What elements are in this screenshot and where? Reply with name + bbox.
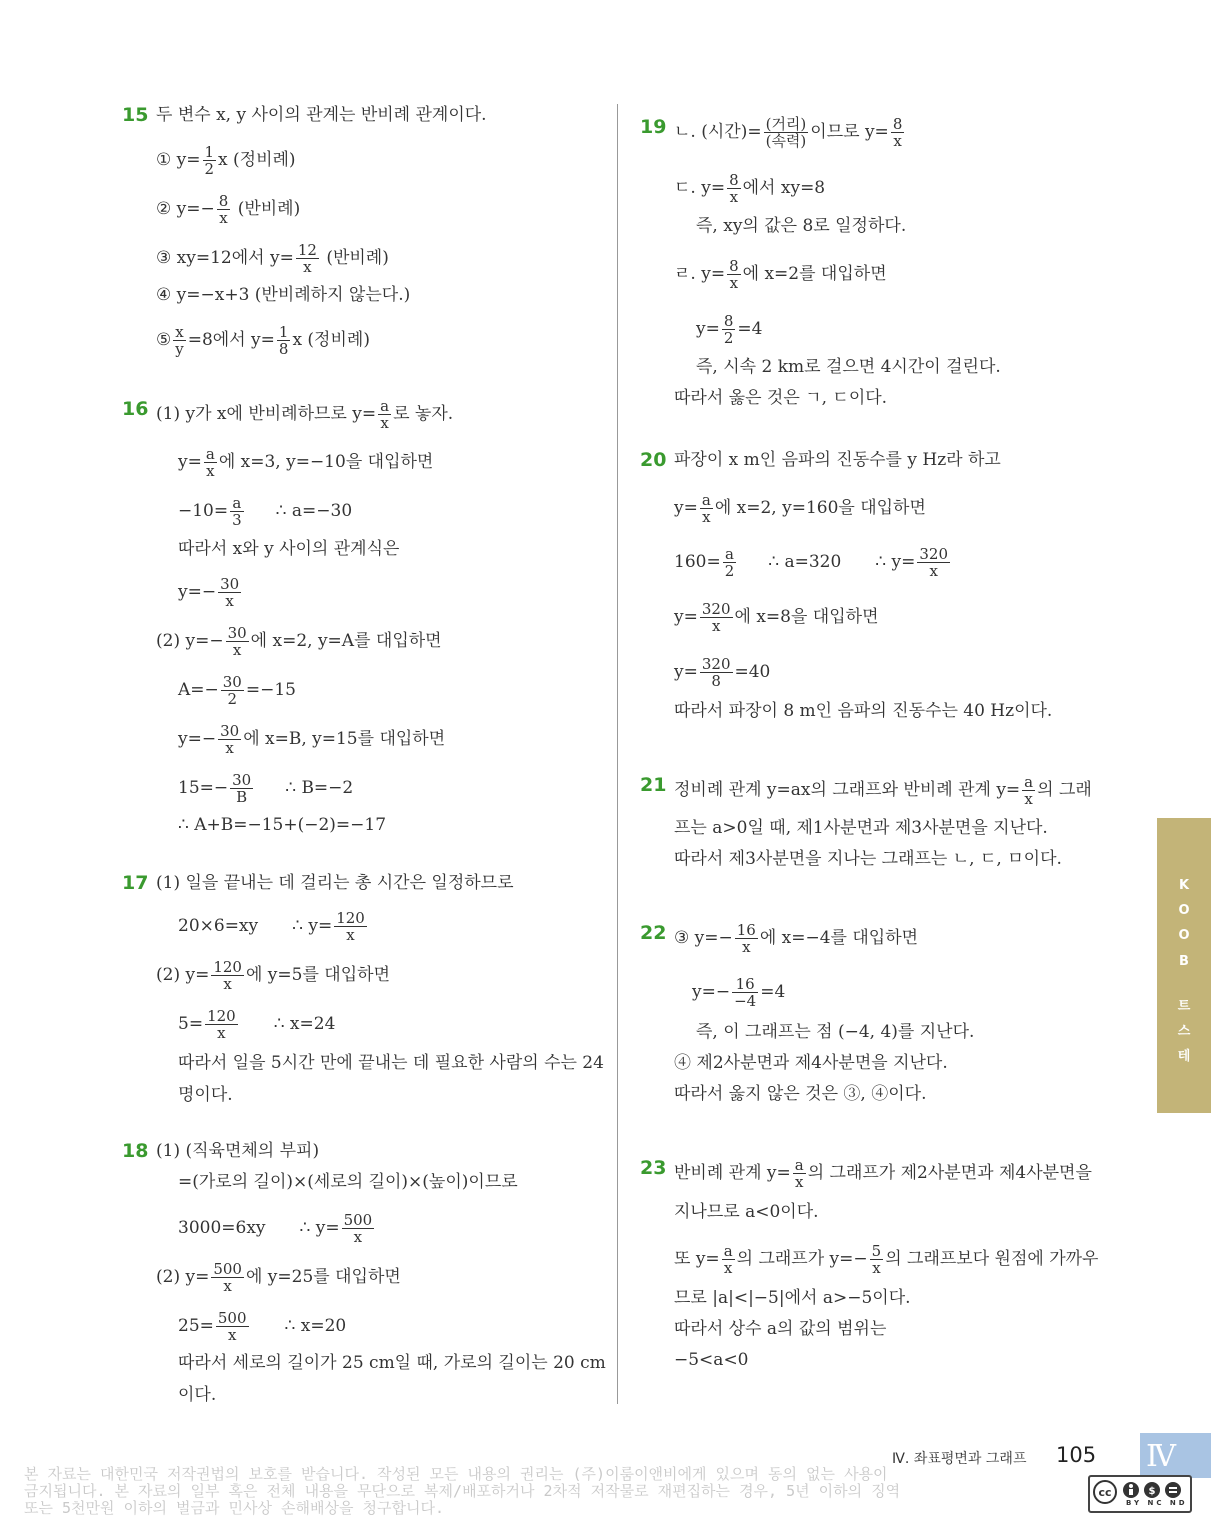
answer-line: (2) y= $\frac{500}{x}$ 에 y=25를 대입하면	[156, 1260, 401, 1295]
problem-number: 20	[640, 449, 667, 471]
answer-line: ⑤ $\frac{x}{y}$ =8에서 y= $\frac{1}{8}$ x (정비례)	[156, 323, 370, 358]
answer-line: y= $\frac{320}{8}$ =40	[674, 655, 771, 690]
answer-line: y= $\frac{a}{x}$ 에 x=2, y=160을 대입하면	[674, 491, 926, 526]
answer-line: y=− $\frac{30}{x}$ 에 x=B, y=15를 대입하면	[178, 722, 446, 757]
answer-line: −10= $\frac{a}{3}$ ∴ a=−30	[178, 494, 353, 529]
answer-line: A=− $\frac{30}{2}$ =−15	[178, 673, 296, 708]
answer-line: 따라서 파장이 8 m인 음파의 진동수는 40 Hz이다.	[674, 701, 1053, 721]
answer-line: ∴ A+B=−15+(−2)=−17	[178, 815, 387, 835]
answer-line: 15=− $\frac{30}{B}$ ∴ B=−2	[178, 771, 354, 806]
answer-line: ㄷ. y= $\frac{8}{x}$ 에서 xy=8	[674, 171, 826, 206]
problem-number: 17	[122, 872, 149, 894]
cc-license-badge	[1088, 1475, 1192, 1513]
answer-line: y=− $\frac{16}{-4}$ =4	[692, 975, 786, 1010]
side-tab-letter: 스	[1177, 1024, 1191, 1039]
copyright-notice: 본 자료는 대한민국 저작권법의 보호를 받습니다. 작성된 모든 내용의 권리는 (주)이룸이앤비에게 있으며 동의 없는 사용이 금지됩니다. 본 자료의 일부 혹은 전체 내용을 무단으로 복제/배포하거나 2차적 저작물로 재편집하는 경우, 5년 이하의 징역 또는 5천만원 이하의 벌금과 민사상 손해배상을 청구합니다.	[24, 1465, 901, 1517]
svg-text:cc: cc	[1098, 1486, 1112, 1499]
answer-line: ② y=− $\frac{8}{x}$ (반비례)	[156, 192, 301, 227]
answer-line: 5= $\frac{120}{x}$ ∴ x=24	[178, 1007, 336, 1042]
answer-line: ① y= $\frac{1}{2}$ x (정비례)	[156, 143, 296, 178]
column-divider	[617, 104, 618, 1404]
answer-line: 따라서 옳은 것은 ㄱ, ㄷ이다.	[674, 388, 888, 408]
answer-line: −5<a<0	[674, 1350, 749, 1370]
answer-line: 즉, 이 그래프는 점 (−4, 4)를 지난다.	[696, 1022, 975, 1042]
answer-line: 반비례 관계 y= $\frac{a}{x}$ 의 그래프가 제2사분면과 제4사분면을	[674, 1156, 1092, 1191]
answer-line: 따라서 옳지 않은 것은 ③, ④이다.	[674, 1084, 927, 1104]
side-tab-letter: 트	[1177, 999, 1191, 1014]
answer-line: (1) 일을 끝내는 데 걸리는 총 시간은 일정하므로	[156, 873, 514, 893]
chapter-tab	[1140, 1433, 1211, 1478]
answer-line: ㄹ. y= $\frac{8}{x}$ 에 x=2를 대입하면	[674, 257, 887, 292]
answer-line: 따라서 일을 5시간 만에 끝내는 데 필요한 사람의 수는 24	[178, 1053, 604, 1073]
side-tab-letter: 테	[1177, 1049, 1191, 1064]
answer-line: 즉, 시속 2 km로 걸으면 4시간이 걸린다.	[696, 357, 1001, 377]
problem-number: 19	[640, 116, 667, 138]
answer-line: 즉, xy의 값은 8로 일정하다.	[696, 216, 907, 236]
answer-line: 므로 |a|<|−5|에서 a>−5이다.	[674, 1288, 911, 1308]
answer-line: 두 변수 x, y 사이의 관계는 반비례 관계이다.	[156, 105, 487, 125]
page-number: 105	[1056, 1443, 1097, 1467]
problem-number: 16	[122, 398, 149, 420]
side-tab-letter: O	[1178, 928, 1190, 943]
answer-line: 160= $\frac{a}{2}$ ∴ a=320 ∴ y= $\frac{320}{x}$	[674, 545, 949, 580]
answer-line: ㄴ. (시간)= (거리) (속력) 이므로 y= $\frac{8}{x}$	[674, 115, 903, 150]
answer-line: 지나므로 a<0이다.	[674, 1202, 819, 1222]
answer-line: y= $\frac{8}{2}$ =4	[696, 312, 763, 347]
problem-number: 15	[122, 104, 149, 126]
cc-license-text: BY NC ND	[1126, 1499, 1188, 1507]
answer-line: y=− $\frac{30}{x}$	[178, 575, 240, 610]
answer-line: 프는 a>0일 때, 제1사분면과 제3사분면을 지난다.	[674, 818, 1048, 838]
side-tab-letter: K	[1178, 878, 1190, 893]
answer-line: 따라서 제3사분면을 지나는 그래프는 ㄴ, ㄷ, ㅁ이다.	[674, 849, 1062, 869]
problem-number: 23	[640, 1157, 667, 1179]
problem-number: 22	[640, 922, 667, 944]
side-tab-test-book	[1157, 818, 1211, 1113]
answer-line: 25= $\frac{500}{x}$ ∴ x=20	[178, 1309, 347, 1344]
answer-line: 20×6=xy ∴ y= $\frac{120}{x}$	[178, 909, 365, 944]
answer-line: 정비례 관계 y=ax의 그래프와 반비례 관계 y= $\frac{a}{x}$ 의 그래	[674, 773, 1092, 808]
answer-line: 따라서 상수 a의 값의 범위는	[674, 1319, 887, 1339]
side-tab-letter: B	[1179, 954, 1189, 969]
answer-line: (2) y=− $\frac{30}{x}$ 에 x=2, y=A를 대입하면	[156, 624, 442, 659]
answer-line: 따라서 세로의 길이가 25 cm일 때, 가로의 길이는 20 cm	[178, 1353, 606, 1373]
answer-line: 명이다.	[178, 1085, 233, 1105]
answer-line: 따라서 x와 y 사이의 관계식은	[178, 539, 400, 559]
problem-number: 18	[122, 1140, 149, 1162]
problem-number: 21	[640, 774, 667, 796]
answer-line: =(가로의 길이)×(세로의 길이)×(높이)이므로	[178, 1172, 518, 1192]
answer-line: y= $\frac{320}{x}$ 에 x=8을 대입하면	[674, 600, 879, 635]
answer-line: 또 y= $\frac{a}{x}$ 의 그래프가 y=− $\frac{5}{x}$ 의 그래프보다 원점에 가까우	[674, 1242, 1099, 1277]
answer-line: (1) (직육면체의 부피)	[156, 1141, 320, 1161]
chapter-roman-numeral: Ⅳ	[1146, 1439, 1176, 1474]
svg-text:$: $	[1148, 1486, 1156, 1497]
answer-line: ③ y=− $\frac{16}{x}$ 에 x=−4를 대입하면	[674, 921, 919, 956]
answer-line: ④ y=−x+3 (반비례하지 않는다.)	[156, 285, 411, 305]
side-tab-letter: O	[1178, 903, 1190, 918]
answer-line: y= $\frac{a}{x}$ 에 x=3, y=−10을 대입하면	[178, 445, 434, 480]
answer-line: ④ 제2사분면과 제4사분면을 지난다.	[674, 1053, 948, 1073]
answer-line: 이다.	[178, 1385, 217, 1405]
answer-line: ③ xy=12에서 y= $\frac{12}{x}$ (반비례)	[156, 241, 389, 276]
answer-line: 3000=6xy ∴ y= $\frac{500}{x}$	[178, 1211, 373, 1246]
answer-line: 파장이 x m인 음파의 진동수를 y Hz라 하고	[674, 450, 1001, 470]
answer-line: (2) y= $\frac{120}{x}$ 에 y=5를 대입하면	[156, 958, 390, 993]
chapter-title: Ⅳ. 좌표평면과 그래프	[892, 1451, 1027, 1467]
answer-line: (1) y가 x에 반비례하므로 y= $\frac{a}{x}$ 로 놓자.	[156, 397, 454, 432]
